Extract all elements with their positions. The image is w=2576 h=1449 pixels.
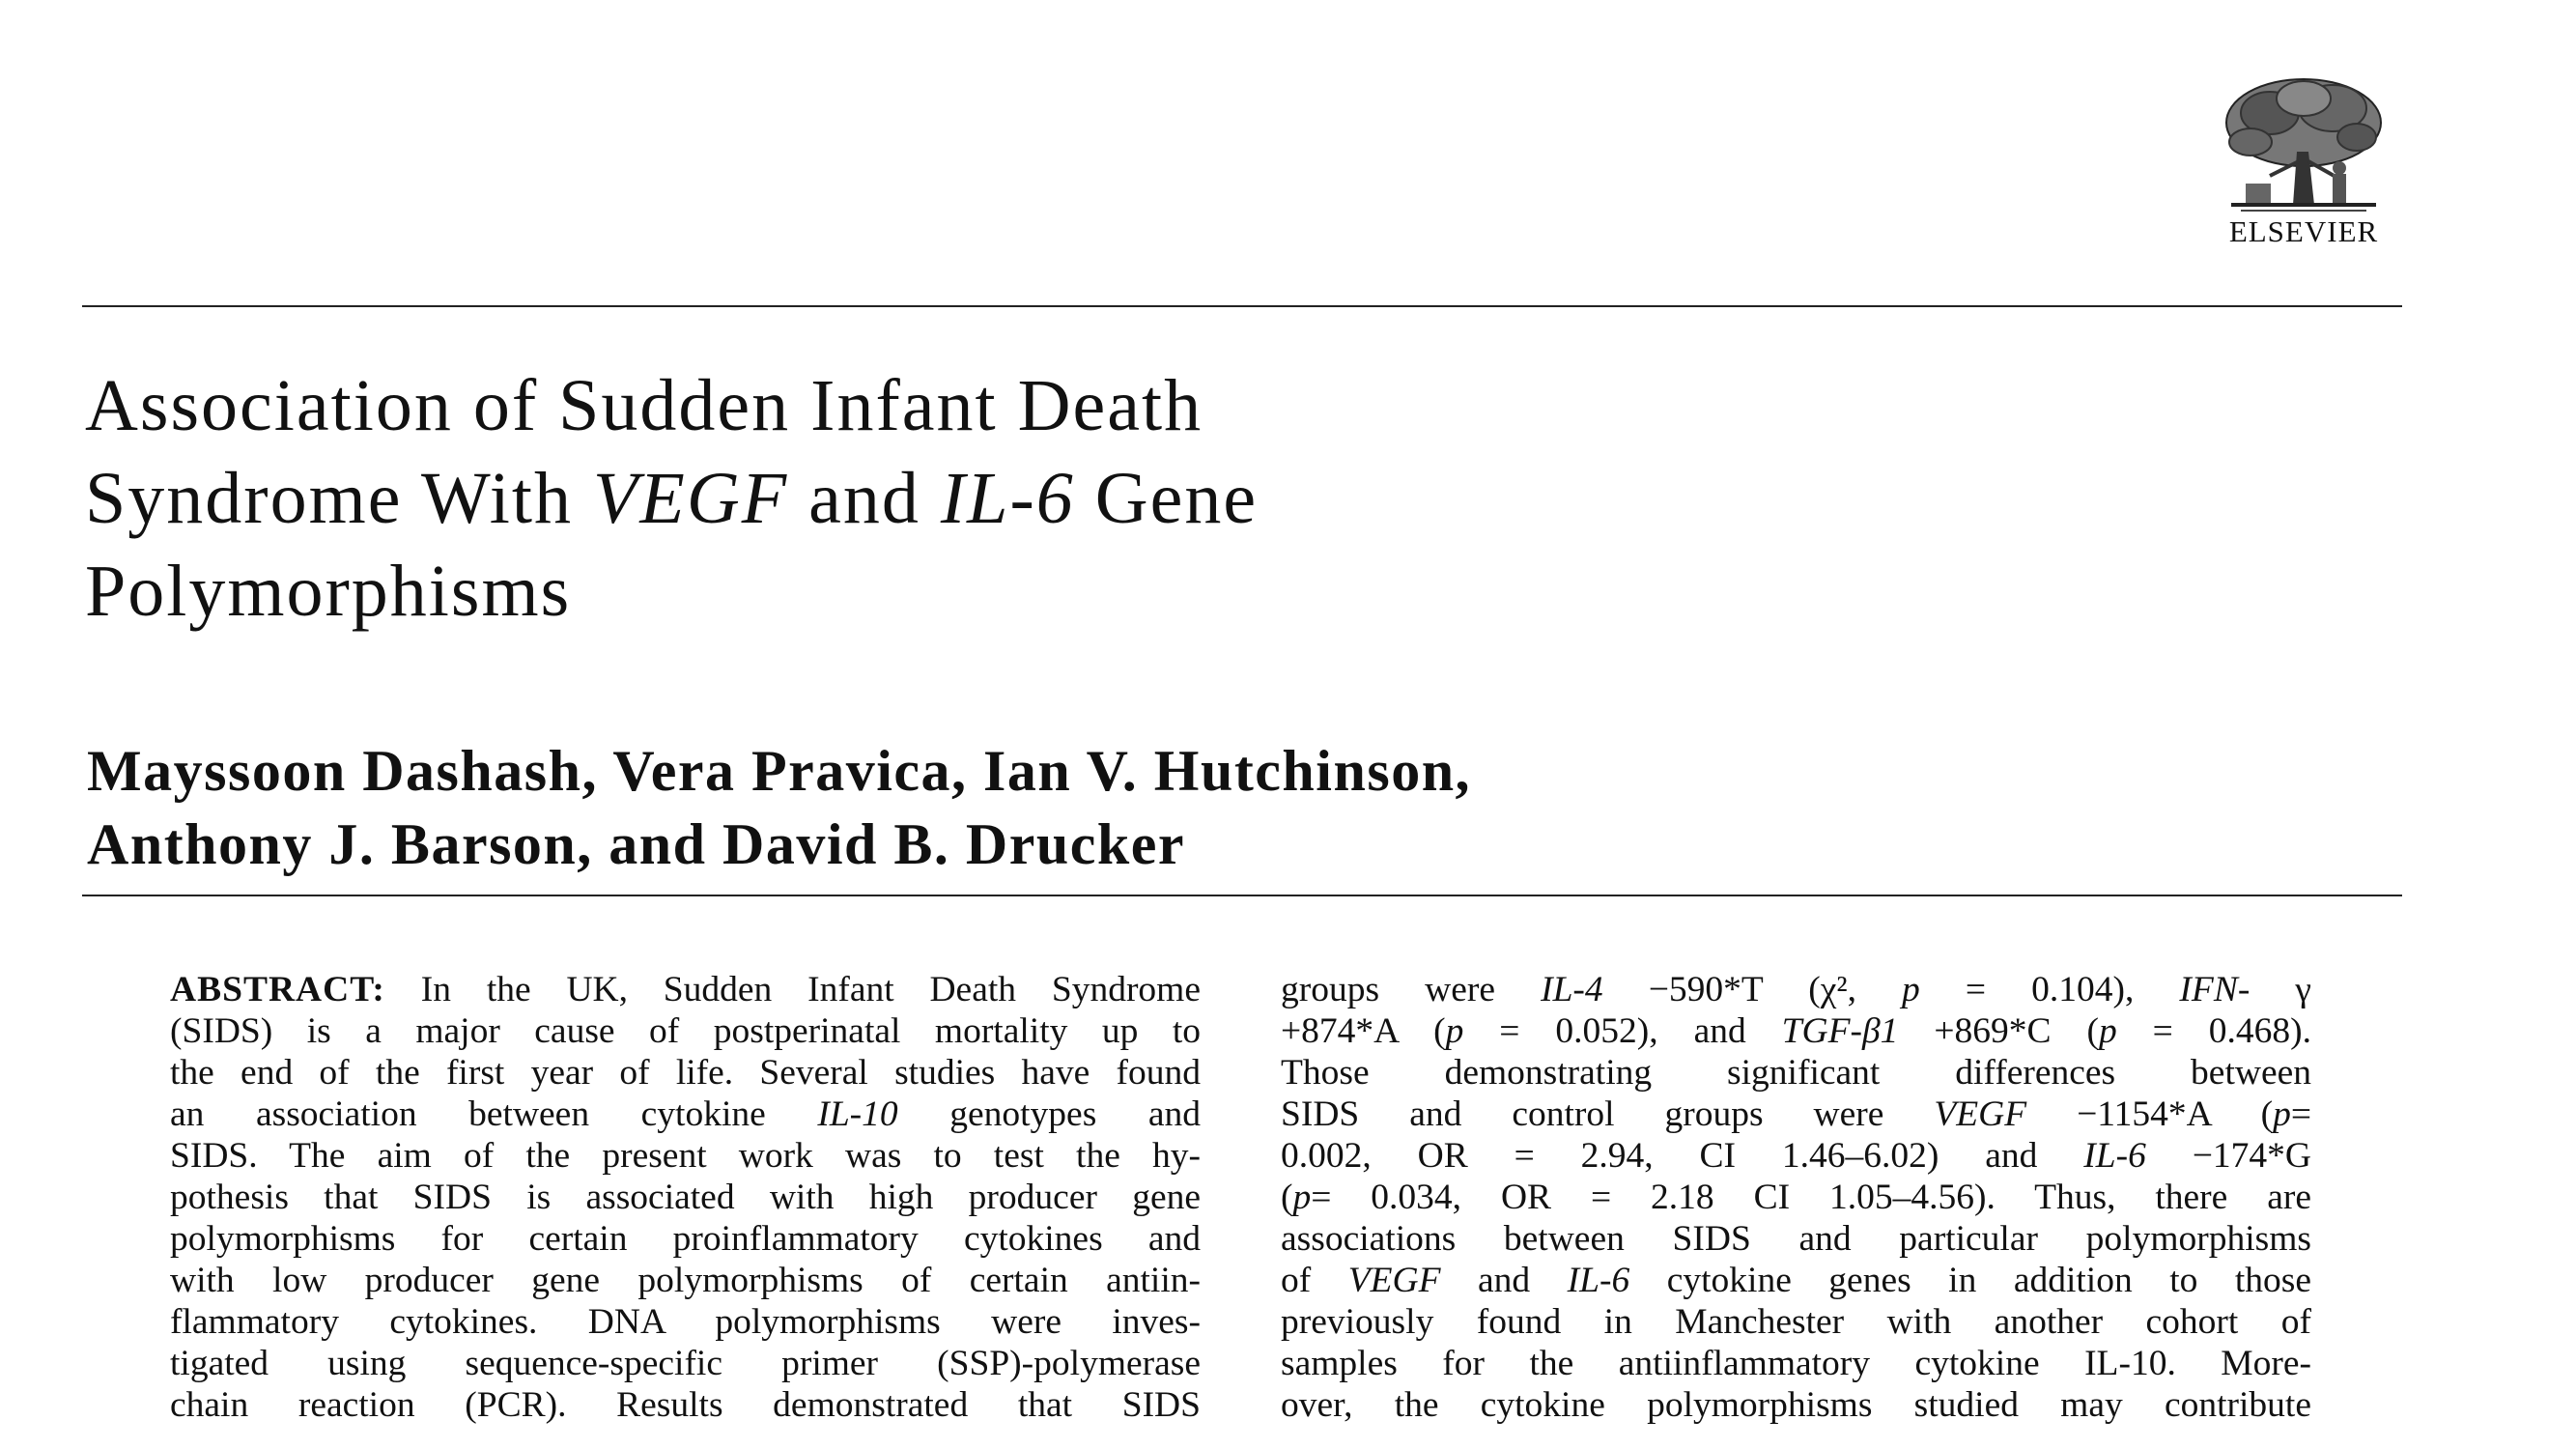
publisher-name: ELSEVIER xyxy=(2228,214,2379,248)
abstract-line: tigated using sequence-specific primer (SSP)-polymerase xyxy=(170,1344,1201,1383)
abstract-left-column xyxy=(170,969,1201,1425)
abstract-right-column xyxy=(1281,969,2312,1425)
abstract-label: ABSTRACT: xyxy=(170,970,385,1009)
gene-il6: IL-6 xyxy=(940,458,1075,539)
abstract-line: the end of the first year of life. Several studies have found xyxy=(170,1053,1201,1093)
abstract-line: chain reaction (PCR). Results demonstrated that SIDS xyxy=(170,1385,1201,1425)
abstract-line: Those demonstrating significant differences between xyxy=(1281,1053,2311,1093)
abstract-line: groups were IL-4 −590*T (χ², p = 0.104), IFN- γ xyxy=(1281,970,2311,1009)
title-line-3: Polymorphisms xyxy=(85,551,572,632)
abstract-line: SIDS and control groups were VEGF −1154*A (p= xyxy=(1281,1094,2311,1134)
authors-divider xyxy=(82,895,2402,896)
title-line-1: Association of Sudden Infant Death xyxy=(85,365,1203,446)
abstract-line: pothesis that SIDS is associated with high producer gene xyxy=(170,1178,1201,1217)
abstract-line: (SIDS) is a major cause of postperinatal mortality up to xyxy=(170,1011,1201,1051)
abstract-line: of VEGF and IL-6 cytokine genes in addition to those xyxy=(1281,1261,2311,1300)
authors-line-1: Mayssoon Dashash, Vera Pravica, Ian V. Hutchinson, xyxy=(87,739,1472,803)
abstract-line: with low producer gene polymorphisms of certain antiin- xyxy=(170,1261,1201,1300)
abstract-line: flammatory cytokines. DNA polymorphisms were inves- xyxy=(170,1302,1201,1342)
abstract-line: previously found in Manchester with another cohort of xyxy=(1281,1302,2311,1342)
abstract-line: an association between cytokine IL-10 genotypes and xyxy=(170,1094,1201,1134)
abstract-line: samples for the antiinflammatory cytokine IL-10. More- xyxy=(1281,1344,2311,1383)
abstract-line: SIDS. The aim of the present work was to test the hy- xyxy=(170,1136,1201,1176)
abstract-line: ABSTRACT: In the UK, Sudden Infant Death Syndrome xyxy=(170,970,1201,1009)
abstract-line: polymorphisms for certain proinflammatory cytokines and xyxy=(170,1219,1201,1259)
abstract-line: +874*A (p = 0.052), and TGF-β1 +869*C (p = 0.468). xyxy=(1281,1011,2311,1051)
abstract-line: 0.002, OR = 2.94, CI 1.46–6.02) and IL-6 −174*G xyxy=(1281,1136,2312,1176)
article-title xyxy=(85,359,1824,638)
abstract-line: associations between SIDS and particular polymorphisms xyxy=(1281,1219,2311,1259)
authors-line-2: Anthony J. Barson, and David B. Drucker xyxy=(87,812,1186,876)
abstract-line: (p= 0.034, OR = 2.18 CI 1.05–4.56). Thus, there are xyxy=(1281,1178,2311,1217)
header-divider xyxy=(82,305,2402,307)
title-line-2: Syndrome With VEGF and IL-6 Gene xyxy=(85,458,1259,539)
gene-vegf: VEGF xyxy=(592,458,789,539)
author-list xyxy=(87,734,2019,881)
abstract-line: over, the cytokine polymorphisms studied may contribute xyxy=(1281,1385,2311,1425)
